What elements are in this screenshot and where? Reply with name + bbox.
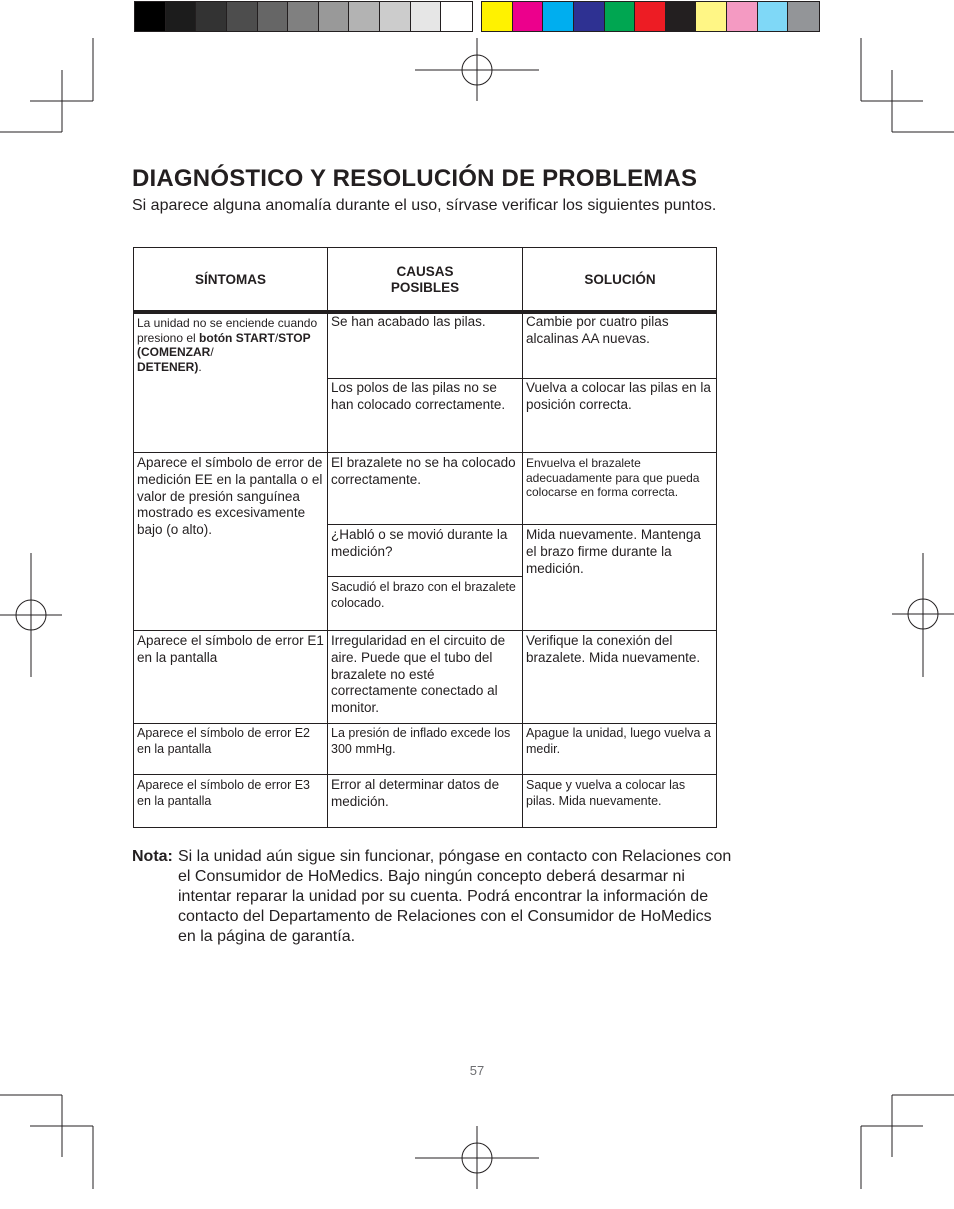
r5-symptom: Aparece el símbolo de error E3 en la pantalla — [137, 778, 311, 809]
r3-cause: Irregularidad en el circuito de aire. Puede que el tubo del brazalete no esté correctamente conectado al monitor. — [331, 633, 506, 716]
r4-solution: Apague la unidad, luego vuelva a medir. — [526, 726, 711, 757]
r2-cause-a: El brazalete no se ha colocado correctamente. — [331, 455, 516, 487]
r4-symptom: Aparece el símbolo de error E2 en la pantalla — [137, 726, 311, 757]
registration-mark-left — [0, 553, 62, 677]
r2-solution-b: Mida nuevamente. Mantenga el brazo firme durante la medición. — [526, 527, 701, 576]
r4-cause: La presión de inflado excede los 300 mmHg. — [331, 726, 511, 757]
header-symptoms: SÍNTOMAS — [194, 272, 266, 287]
note-label: Nota: — [132, 848, 173, 865]
registration-mark-right — [892, 553, 954, 677]
r2-solution-a: Envuelva el brazalete adecuadamente para que pueda colocarse en forma correcta. — [526, 456, 700, 499]
intro-text: Si aparece alguna anomalía durante el uso, sírvase verificar los siguientes puntos. — [132, 197, 717, 214]
note-block — [132, 847, 732, 947]
header-causes — [328, 248, 522, 312]
r2-symptom: Aparece el símbolo de error de medición EE en la pantalla o el valor de presión sanguínea mostrado es excesivamente bajo (o alto). — [137, 455, 323, 538]
r1-solution-b: Vuelva a colocar las pilas en la posición correcta. — [526, 380, 711, 412]
r2-cause-c: Sacudió el brazo con el brazalete colocado. — [331, 580, 516, 611]
r3-symptom: Aparece el símbolo de error E1 en la pantalla — [137, 633, 324, 665]
r1-cause-b: Los polos de las pilas no se han colocado correctamente. — [331, 380, 506, 412]
note-text: Si la unidad aún sigue sin funcionar, póngase en contacto con Relaciones con el Consumidor de HoMedics. Bajo ningún concepto deberá desarmar ni intentar reparar la unidad por su cuenta. Podrá encontrar la información de contacto del Departamento de Relaciones con el Consumidor de HoMedics en la página de garantía. — [178, 848, 732, 945]
r3-solution: Verifique la conexión del brazalete. Mida nuevamente. — [526, 633, 701, 665]
r1-cause-a: Se han acabado las pilas. — [331, 314, 486, 329]
r5-solution: Saque y vuelva a colocar las pilas. Mida nuevamente. — [526, 778, 686, 809]
header-causes-line1: CAUSAS — [396, 264, 454, 279]
troubleshooting-table — [133, 247, 717, 828]
registration-mark-bottom — [415, 1126, 539, 1189]
header-solution: SOLUCIÓN — [584, 272, 656, 287]
page-title: DIAGNÓSTICO Y RESOLUCIÓN DE PROBLEMAS — [132, 165, 698, 192]
r1-symptom: La unidad no se enciende cuando presiono el botón START/STOP (COMENZAR/ DETENER). — [137, 316, 318, 374]
r2-cause-b: ¿Habló o se movió durante la medición? — [331, 527, 508, 559]
r5-cause: Error al determinar datos de medición. — [331, 777, 500, 809]
header-causes-line2: POSIBLES — [390, 280, 460, 295]
r1-solution-a: Cambie por cuatro pilas alcalinas AA nuevas. — [526, 314, 669, 346]
registration-mark-top — [415, 38, 539, 101]
page-number: 57 — [469, 1063, 485, 1078]
